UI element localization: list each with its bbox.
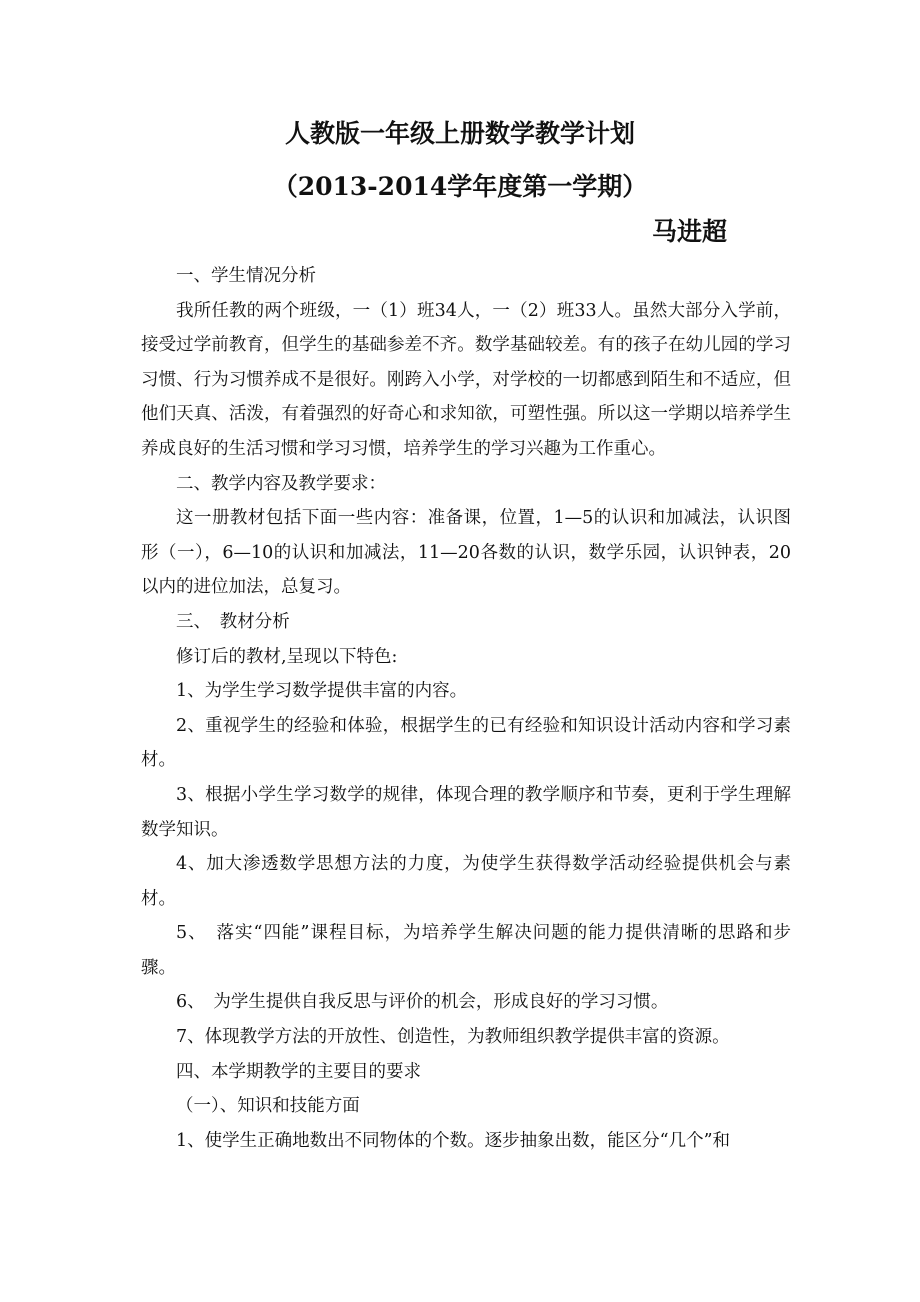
section-heading-student-analysis: 一、学生情况分析 (176, 266, 316, 286)
section-heading-textbook-analysis: 三、 教材分析 (176, 611, 290, 632)
list-item: 3、根据小学生学习数学的规律，体现合理的教学顺序和节奏，更利于学生理解数学知识。 (141, 784, 791, 840)
paragraph-student-analysis: 我所任教的两个班级，一（1）班34人，一（2）班33人。虽然大部分入学前，接受过学前教育，但学生的基础参差不齐。数学基础较差。有的孩子在幼儿园的学习习惯、行为习惯养成不是很好。刚跨入小学，对学校的一切都感到陌生和不适应，但他们天真、活泼，有着强烈的好奇心和求知欲，可塑性强。所以这一学期以培养学生养成良好的生活习惯和学习习惯，培养学生的学习兴趣为工作重心。 (141, 300, 791, 459)
body-text (141, 259, 791, 1158)
list-item: 1、使学生正确地数出不同物体的个数。逐步抽象出数，能区分“几个”和 (176, 1130, 731, 1151)
paragraph-teaching-content: 这一册教材包括下面一些内容：准备课，位置，1—5的认识和加减法，认识图形（一），6—10的认识和加减法，11—20各数的认识，数学乐园，认识钟表，20以内的进位加法，总复习。 (141, 508, 791, 598)
list-item: 1、为学生学习数学提供丰富的内容。 (176, 681, 468, 702)
author-name: 马进超 (652, 217, 728, 246)
paragraph-textbook-features-intro: 修订后的教材,呈现以下特色: (176, 646, 398, 667)
section-heading-teaching-goals: 四、本学期教学的主要目的要求 (176, 1061, 421, 1082)
list-item: 2、重视学生的经验和体验，根据学生的已有经验和知识设计活动内容和学习素材。 (141, 715, 791, 771)
list-item: 4、加大渗透数学思想方法的力度，为使学生获得数学活动经验提供机会与素材。 (141, 854, 791, 909)
document-title: 人教版一年级上册数学教学计划 (284, 119, 635, 148)
list-item: 6、 为学生提供自我反思与评价的机会，形成良好的学习习惯。 (176, 992, 669, 1013)
list-item: 5、 落实“四能”课程目标，为培养学生解决问题的能力提供清晰的思路和步骤。 (141, 923, 791, 978)
document-subtitle: （2013-2014学年度第一学期） (272, 172, 648, 201)
subsection-heading-knowledge-skills: （一）、知识和技能方面 (176, 1096, 360, 1117)
section-heading-teaching-content: 二、教学内容及教学要求： (176, 473, 386, 494)
list-item: 7、体现教学方法的开放性、创造性，为教师组织教学提供丰富的资源。 (176, 1027, 730, 1048)
